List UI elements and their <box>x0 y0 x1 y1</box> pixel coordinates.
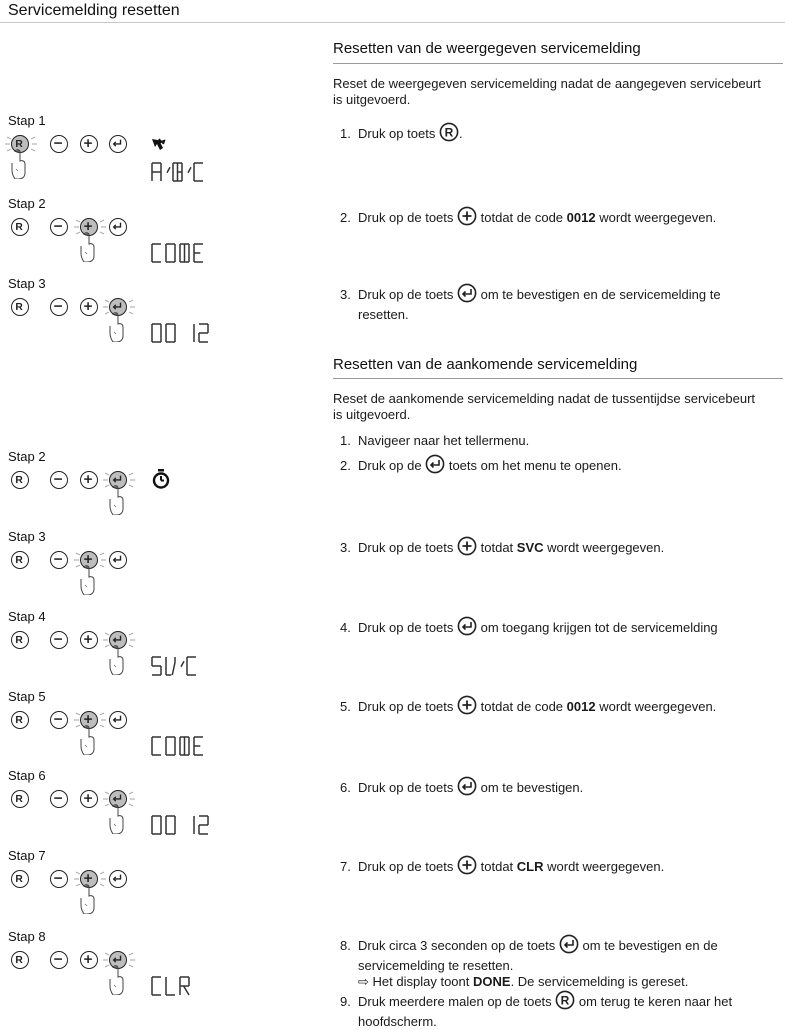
svg-text:R: R <box>15 555 24 567</box>
stap-label: Stap 2 <box>8 196 46 211</box>
instruction-step: 2. Druk op de toets totdat de code 0012 wordt weergegeven. <box>340 206 780 230</box>
stopwatch-icon <box>152 469 170 494</box>
lcd-display <box>150 655 203 684</box>
plus-key-icon <box>457 206 477 230</box>
plus-key-icon <box>457 855 477 879</box>
plus-key-icon <box>457 536 477 560</box>
lcd-display <box>150 735 210 764</box>
result-arrow-icon: ⇨ <box>358 974 369 989</box>
minus-key-icon <box>50 711 68 729</box>
minus-key-icon <box>50 135 68 153</box>
minus-key-icon <box>50 870 68 888</box>
svg-text:R: R <box>15 794 24 806</box>
plus-key-icon <box>457 695 477 719</box>
enter-key-icon <box>109 218 127 236</box>
svg-text:R: R <box>15 635 24 647</box>
section-divider <box>333 63 783 64</box>
r-key-icon <box>11 870 29 888</box>
plus-key-icon <box>80 471 98 489</box>
intro-line: is uitgevoerd. <box>333 92 411 107</box>
r-key-icon <box>11 790 29 808</box>
svg-text:R: R <box>444 125 454 140</box>
pressing-finger-icon <box>108 485 128 520</box>
svg-text:R: R <box>15 874 24 886</box>
pressing-finger-icon <box>108 965 128 1000</box>
service-wrench-icon <box>150 137 168 160</box>
instruction-step: 3. Druk op de toets totdat SVC wordt weergegeven. <box>340 536 780 560</box>
svg-text:R: R <box>15 222 24 234</box>
minus-key-icon <box>50 471 68 489</box>
pressing-finger-icon <box>79 884 99 919</box>
instruction-step: 9. Druk meerdere malen op de toets R om terug te keren naar het hoofdscherm. <box>340 990 780 1030</box>
enter-key-icon <box>109 135 127 153</box>
intro-line: Reset de aankomende servicemelding nadat de tussentijdse servicebeurt <box>333 391 756 406</box>
instruction-step: 7. Druk op de toets totdat CLR wordt weergegeven. <box>340 855 780 879</box>
lcd-display <box>150 242 210 271</box>
stap-label: Stap 3 <box>8 529 46 544</box>
svg-text:R: R <box>15 302 24 314</box>
r-key-icon <box>11 298 29 316</box>
enter-key-icon <box>425 454 445 478</box>
svg-text:R: R <box>15 955 24 967</box>
r-key-icon <box>11 711 29 729</box>
lcd-display <box>150 814 215 843</box>
enter-key-icon <box>109 870 127 888</box>
r-key-icon <box>11 218 29 236</box>
svg-text:R: R <box>15 715 24 727</box>
enter-key-icon <box>109 551 127 569</box>
pressing-finger-icon <box>108 645 128 680</box>
r-key-icon <box>11 551 29 569</box>
stap-label: Stap 3 <box>8 276 46 291</box>
intro-line: Reset de weergegeven servicemelding nadat de aangegeven servicebeurt <box>333 76 761 91</box>
plus-key-icon <box>80 298 98 316</box>
lcd-display <box>150 975 196 1004</box>
r-key-icon <box>555 990 575 1014</box>
stap-label: Stap 8 <box>8 929 46 944</box>
minus-key-icon <box>50 551 68 569</box>
enter-key-icon <box>559 934 579 958</box>
lcd-display <box>150 161 210 190</box>
pressing-finger-icon <box>108 804 128 839</box>
instruction-step: 4. Druk op de toets om toegang krijgen tot de servicemelding <box>340 616 780 640</box>
pressing-finger-icon <box>10 149 30 184</box>
section-heading-displayed: Resetten van de weergegeven servicemelding <box>333 40 641 57</box>
instruction-step: 5. Druk op de toets totdat de code 0012 wordt weergegeven. <box>340 695 780 719</box>
r-key-icon <box>439 122 459 146</box>
svg-text:R: R <box>560 993 570 1008</box>
pressing-finger-icon <box>79 232 99 267</box>
stap-label: Stap 7 <box>8 848 46 863</box>
pressing-finger-icon <box>108 312 128 347</box>
intro-line: is uitgevoerd. <box>333 407 411 422</box>
r-key-icon <box>11 471 29 489</box>
instruction-step: 3. Druk op de toets om te bevestigen en de servicemelding te resetten. <box>340 283 780 323</box>
stap-label: Stap 2 <box>8 449 46 464</box>
plus-key-icon <box>80 631 98 649</box>
section-intro <box>333 76 785 108</box>
enter-key-icon <box>457 283 477 307</box>
section-divider <box>333 378 783 379</box>
svg-text:R: R <box>15 475 24 487</box>
svg-text:R: R <box>15 139 24 151</box>
lcd-display <box>150 322 215 351</box>
page-title: Servicemelding resetten <box>8 2 180 19</box>
stap-label: Stap 5 <box>8 689 46 704</box>
minus-key-icon <box>50 790 68 808</box>
instruction-step: 2. Druk op de toets om het menu te openen. <box>340 454 780 478</box>
stap-label: Stap 1 <box>8 113 46 128</box>
minus-key-icon <box>50 298 68 316</box>
section-intro <box>333 391 785 423</box>
r-key-icon <box>11 631 29 649</box>
title-divider <box>0 22 785 23</box>
plus-key-icon <box>80 951 98 969</box>
section-heading-upcoming: Resetten van de aankomende servicemelding <box>333 356 638 373</box>
pressing-finger-icon <box>79 565 99 600</box>
step-result: ⇨ Het display toont DONE. De servicemelding is gereset. <box>358 974 689 989</box>
minus-key-icon <box>50 951 68 969</box>
instruction-step: 8. Druk circa 3 seconden op de toets om te bevestigen en de servicemelding te resetten. ⇨ Het display toont DONE. De servicemelding is gereset. <box>340 934 780 990</box>
instruction-step: 1. Druk op toets R . <box>340 122 780 146</box>
plus-key-icon <box>80 790 98 808</box>
minus-key-icon <box>50 631 68 649</box>
stap-label: Stap 4 <box>8 609 46 624</box>
enter-key-icon <box>457 616 477 640</box>
minus-key-icon <box>50 218 68 236</box>
instruction-step: 6. Druk op de toets om te bevestigen. <box>340 776 780 800</box>
stap-label: Stap 6 <box>8 768 46 783</box>
r-key-icon <box>11 951 29 969</box>
enter-key-icon <box>109 711 127 729</box>
instruction-step: 1. Navigeer naar het tellermenu. <box>340 433 530 448</box>
plus-key-icon <box>80 135 98 153</box>
enter-key-icon <box>457 776 477 800</box>
pressing-finger-icon <box>79 725 99 760</box>
